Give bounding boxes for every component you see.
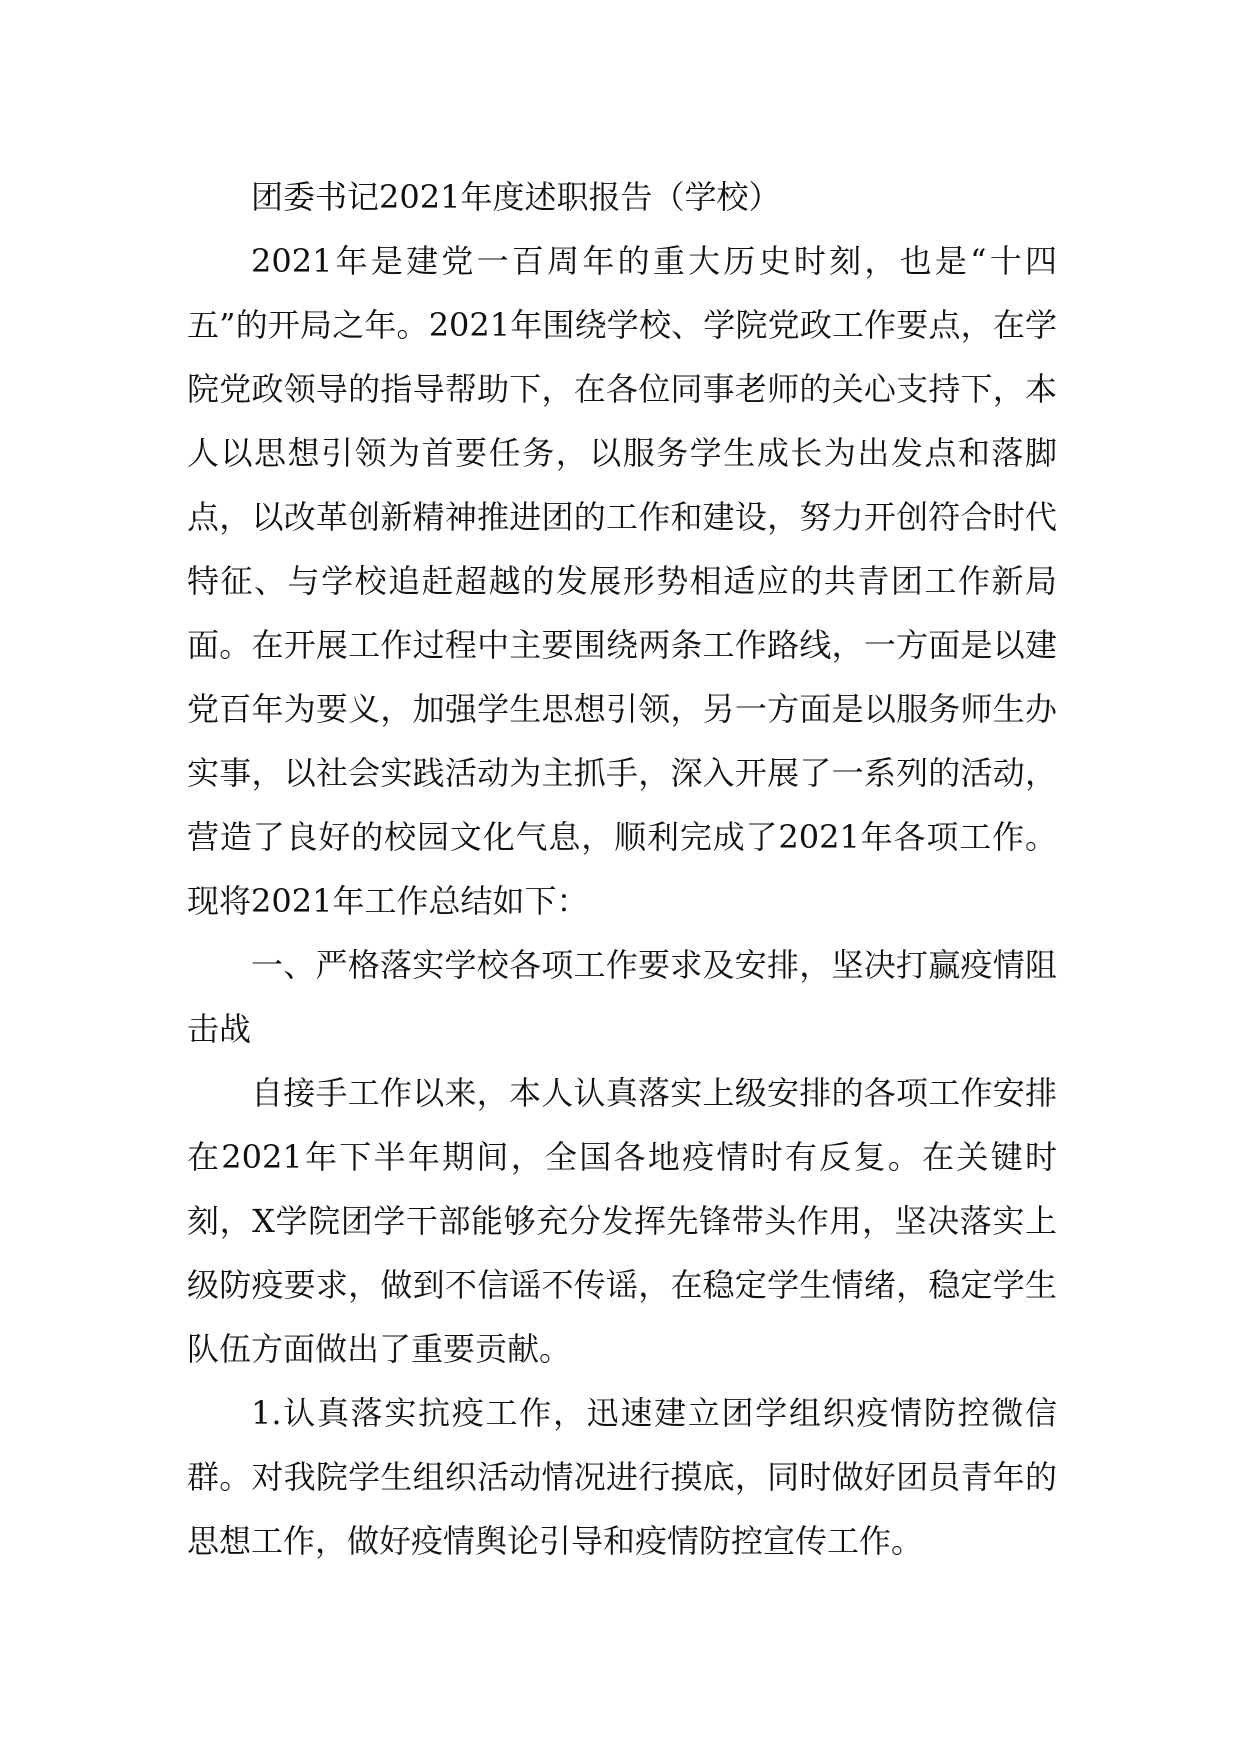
paragraph-item-1: 1.认真落实抗疫工作，迅速建立团学组织疫情防控微信群。对我院学生组织活动情况进行摸底，同时做好团员青年的思想工作，做好疫情舆论引导和疫情防控宣传工作。	[187, 1394, 1057, 1560]
document-body	[187, 165, 1057, 1573]
paragraph-section-1: 自接手工作以来，本人认真落实上级安排的各项工作安排在2021年下半年期间，全国各地疫情时有反复。在关键时刻，X学院团学干部能够充分发挥先锋带头作用，坚决落实上级防疫要求，做到不信谣不传谣，在稳定学生情绪，稳定学生队伍方面做出了重要贡献。	[187, 1074, 1057, 1368]
paragraph-intro: 2021年是建党一百周年的重大历史时刻，也是“十四五”的开局之年。2021年围绕学校、学院党政工作要点，在学院党政领导的指导帮助下，在各位同事老师的关心支持下，本人以思想引领为首要任务，以服务学生成长为出发点和落脚点，以改革创新精神推进团的工作和建设，努力开创符合时代特征、与学校追赶超越的发展形势相适应的共青团工作新局面。在开展工作过程中主要围绕两条工作路线，一方面是以建党百年为要义，加强学生思想引领，另一方面是以服务师生办实事，以社会实践活动为主抓手，深入开展了一系列的活动，营造了良好的校园文化气息，顺利完成了2021年各项工作。现将2021年工作总结如下：	[187, 242, 1057, 920]
section-heading-1: 一、严格落实学校各项工作要求及安排，坚决打赢疫情阻击战	[187, 946, 1057, 1048]
document-title: 团委书记2021年度述职报告（学校）	[251, 178, 781, 216]
